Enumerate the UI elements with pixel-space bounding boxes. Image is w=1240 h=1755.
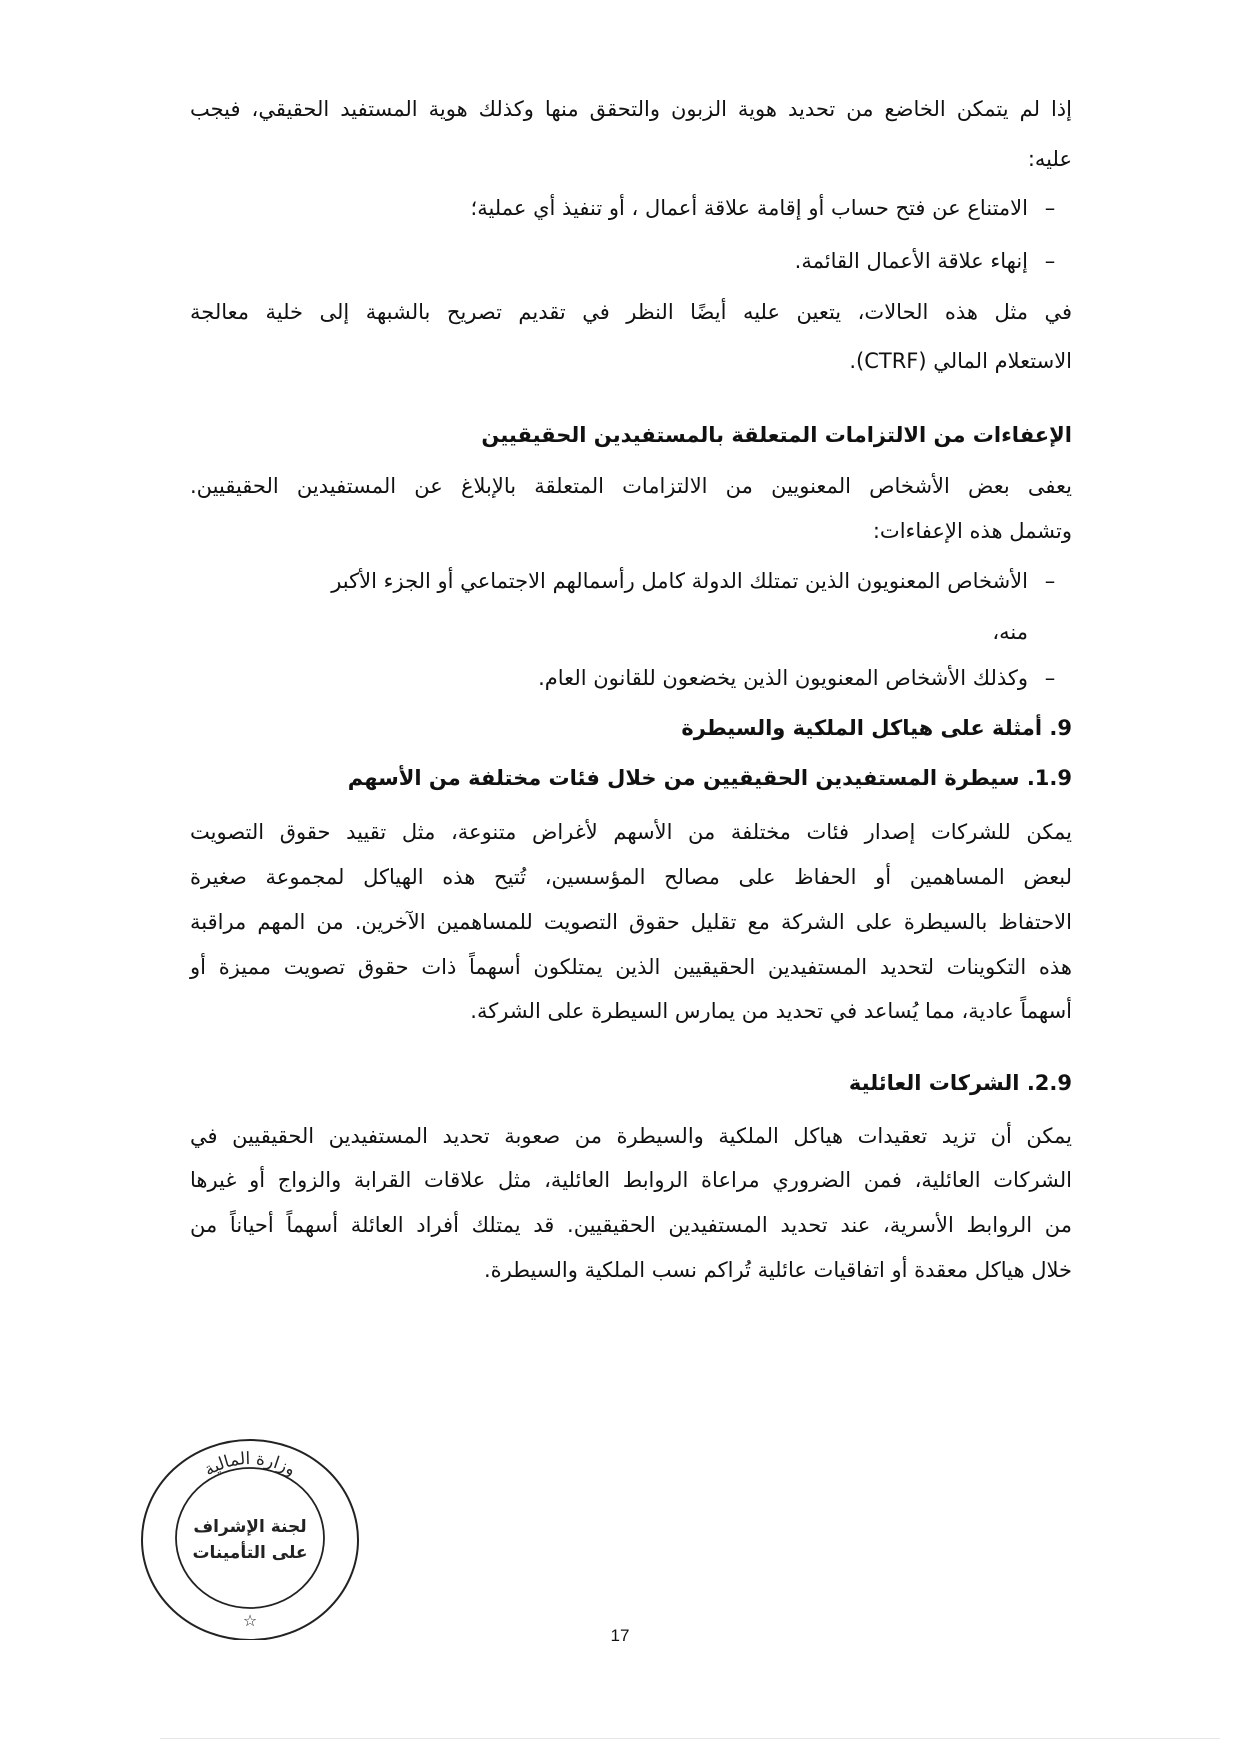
bullet-dash: – xyxy=(1044,569,1056,593)
paragraph-line: الشركات العائلية، فمن الضروري مراعاة الروابط العائلية، مثل علاقات القرابة والزواج أو غيرها xyxy=(190,1168,1072,1192)
paragraph-line: من الروابط الأسرية، عند تحديد المستفيدين الحقيقيين. قد يمتلك أفراد العائلة أسهماً أحياناً من xyxy=(190,1213,1072,1237)
paragraph-line: وتشمل هذه الإعفاءات: xyxy=(872,519,1072,543)
paragraph-line: إذا لم يتمكن الخاضع من تحديد هوية الزبون والتحقق منها وكذلك هوية المستفيد الحقيقي، فيجب xyxy=(190,97,1072,121)
list-item xyxy=(190,193,1072,223)
stamp-outer-text: وزارة المالية xyxy=(200,1448,300,1481)
paragraph-line: عليه: xyxy=(1027,147,1072,171)
bullet-dash: – xyxy=(1044,196,1056,220)
paragraph-line: يمكن أن تزيد تعقيدات هياكل الملكية والسيطرة من صعوبة تحديد المستفيدين الحقيقيين في xyxy=(190,1124,1072,1148)
paragraph-line: يعفى بعض الأشخاص المعنويين من الالتزامات المتعلقة بالإبلاغ عن المستفيدين الحقيقيين. xyxy=(190,474,1072,498)
bullet-dash: – xyxy=(1044,249,1056,273)
star-icon: ☆ xyxy=(242,1611,258,1630)
section-heading: الإعفاءات من الالتزامات المتعلقة بالمستفيدين الحقيقيين xyxy=(481,423,1072,447)
paragraph-line: هذه التكوينات لتحديد المستفيدين الحقيقيين الذين يمتلكون أسهماً ذات حقوق تصويت مميزة أو xyxy=(190,955,1072,979)
section-heading-9: 9. أمثلة على هياكل الملكية والسيطرة xyxy=(681,716,1072,740)
list-item xyxy=(190,246,1072,276)
stamp-seal-icon xyxy=(132,1430,368,1640)
paragraph-line: لبعض المساهمين أو الحفاظ على مصالح المؤسسين، تُتيح هذه الهياكل لمجموعة صغيرة xyxy=(190,865,1072,889)
stamp-outer-ring xyxy=(142,1440,358,1640)
official-stamp xyxy=(132,1430,368,1640)
paragraph-line: يمكن للشركات إصدار فئات مختلفة من الأسهم لأغراض متنوعة، مثل تقييد حقوق التصويت xyxy=(190,820,1072,844)
section-heading-9-2: 2.9. الشركات العائلية xyxy=(848,1071,1072,1095)
paragraph-line: أسهماً عادية، مما يُساعد في تحديد من يمارس السيطرة على الشركة. xyxy=(470,999,1072,1023)
paragraph-line: الاحتفاظ بالسيطرة على الشركة مع تقليل حقوق التصويت للمساهمين الآخرين. من المهم مراقبة xyxy=(190,910,1072,934)
list-item-text: منه، xyxy=(992,620,1028,644)
stamp-inner-line: لجنة الإشراف xyxy=(193,1517,307,1537)
list-item-text: إنهاء علاقة الأعمال القائمة. xyxy=(794,249,1028,273)
section-heading-9-1: 1.9. سيطرة المستفيدين الحقيقيين من خلال فئات مختلفة من الأسهم xyxy=(347,766,1072,790)
scan-artifact-line xyxy=(160,1738,1220,1739)
list-item xyxy=(190,663,1072,693)
list-item-text: وكذلك الأشخاص المعنويون الذين يخضعون للقانون العام. xyxy=(538,666,1028,690)
stamp-inner-line: على التأمينات xyxy=(192,1543,308,1563)
paragraph-line: خلال هياكل معقدة أو اتفاقيات عائلية تُراكم نسب الملكية والسيطرة. xyxy=(483,1258,1072,1282)
list-item-text: الأشخاص المعنويون الذين تمتلك الدولة كامل رأسمالهم الاجتماعي أو الجزء الأكبر xyxy=(331,569,1028,593)
bullet-dash: – xyxy=(1044,666,1056,690)
paragraph-line: الاستعلام المالي (CTRF). xyxy=(849,349,1072,373)
list-item-continuation xyxy=(190,617,1072,647)
list-item-text: الامتناع عن فتح حساب أو إقامة علاقة أعمال ، أو تنفيذ أي عملية؛ xyxy=(470,196,1028,220)
stamp-inner-ring xyxy=(176,1468,324,1608)
list-item xyxy=(190,566,1072,596)
page-number: 17 xyxy=(610,1626,630,1645)
paragraph-line: في مثل هذه الحالات، يتعين عليه أيضًا النظر في تقديم تصريح بالشبهة إلى خلية معالجة xyxy=(190,300,1072,324)
